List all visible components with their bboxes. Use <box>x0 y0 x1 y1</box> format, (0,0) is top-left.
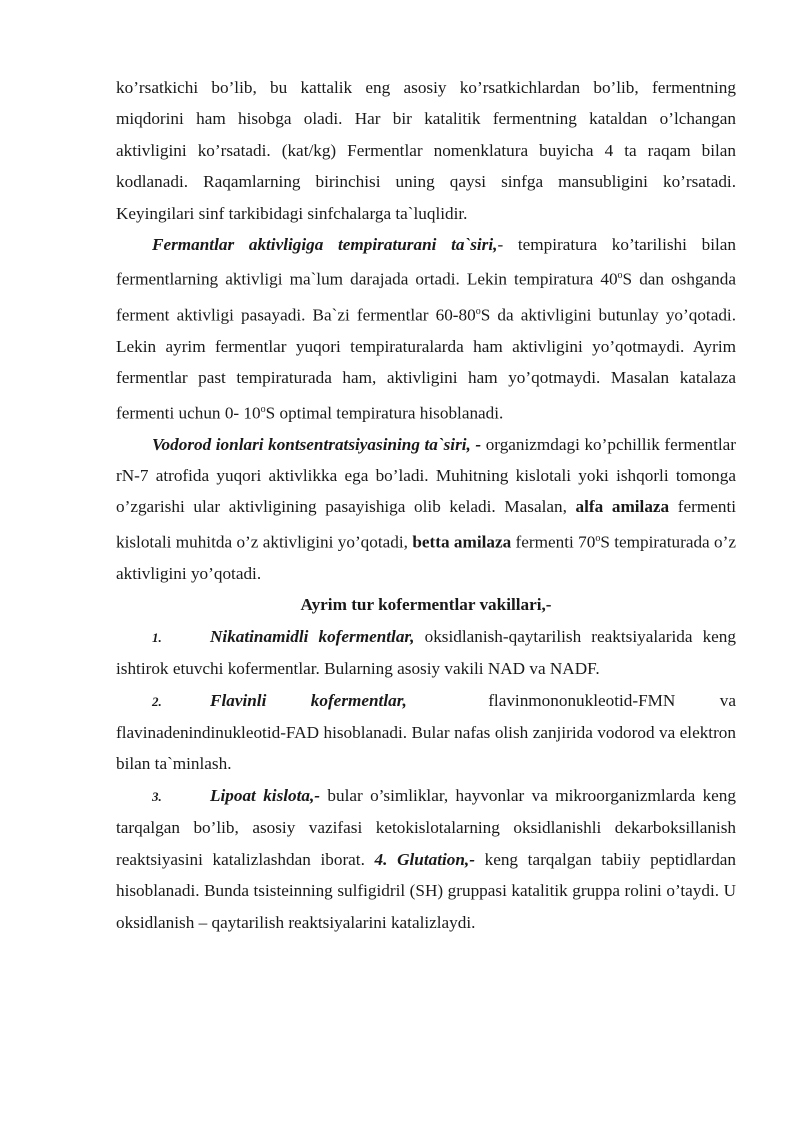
list-item-title: Nikatinamidli kofermentlar <box>210 626 411 646</box>
list-item-title: Lipoat kislota,- <box>210 785 321 805</box>
list-item: 3. Lipoat kislota,- bular o’simliklar, hayvonlar va mikroorganizmlarda keng tarqalgan bo’lib, asosiy vazifasi ketokislotalarning oksidlanishli dekarboksillanish reaktsiyasini katalizlashdan iborat. 4. Glutation,- keng tarqalgan tabiiy peptidlardan hisoblanadi. Bunda tsisteinning sulfigidril (SH) gruppasi katalitik gruppa rolini o’taydi. U oksidlanish – qaytarilish reaktsiyalarini katalizlaydi. <box>116 780 736 938</box>
list-item-title-4: 4. Glutation,- <box>374 849 475 869</box>
list-item-title: Flavinli kofermentlar <box>210 690 403 710</box>
hydrogen-heading: Vodorod ionlari kontsentratsiyasining ta`siri, - <box>152 434 482 454</box>
temperature-heading: Fermantlar aktivligiga tempiraturani ta`siri <box>152 235 494 255</box>
betta-amilaza-term: betta amilaza <box>412 532 512 552</box>
list-number: 1. <box>152 629 162 645</box>
list-item: 2. Flavinli kofermentlar, flavinmononukleotid-FMN va flavinadenindinukleotid-FAD hisoblanadi. Bular nafas olish zanjirida vodorod va elektron bilan ta`minlash. <box>116 685 736 780</box>
paragraph-hydrogen-ions: Vodorod ionlari kontsentratsiyasining ta`siri, - organizmdagi ko’pchillik fermentlar rN-7 atrofida yuqori aktivlikka ega bo’ladi. Muhitning kislotali yoki ishqorli tomonga o’zgarishi ular aktivligining pasayishiga olib keladi. Masalan, alfa amilaza fermenti kislotali muhitda o’z aktivligini yo’qotadi, betta amilaza fermenti 70$^o$S tempiraturada o’z aktivligini yo’qotadi. <box>116 434 737 584</box>
paragraph-temperature-effect: Fermantlar aktivligiga tempiraturani ta`siri,- tempiratura ko’tarilishi bilan fermentlarning aktivligi ma`lum darajada ortadi. Lekin tempiratura 40$^o$S dan oshganda ferment aktivligi pasayadi. Ba`zi fermentlar 60-80$^o$S da aktivligini butunlay yo’qotadi. Lekin ayrim fermentlar yuqori tempiraturalarda ham aktivligini yo’qotmaydi. Ayrim fermentlar past tempiraturada ham, aktivligini ham yo’qotmaydi. Masalan katalaza fermenti uchun 0- 10$^o$S optimal tempiratura hisoblanadi. <box>116 235 737 423</box>
list-number: 3. <box>152 788 162 804</box>
alfa-amilaza-term: alfa amilaza <box>575 497 670 517</box>
section-heading: Ayrim tur kofermentlar vakillari,- <box>300 595 552 615</box>
list-item: 1. Nikatinamidli kofermentlar, oksidlanish-qaytarilish reaktsiyalarida keng ishtirok etuvchi kofermentlar. Bularning asosiy vakili NAD va NADF. <box>116 621 736 685</box>
list-number: 2. <box>152 693 162 709</box>
paragraph-activity-units: ko’rsatkichi bo’lib, bu kattalik eng asosiy ko’rsatkichlardan bo’lib, fermentning miqdorini ham hisobga oladi. Har bir katalitik fermentning kataldan o’lchangan aktivligini ko’rsatadi. (kat/kg) Fermentlar nomenklatura buyicha 4 ta raqam bilan kodlanadi. Raqamlarning birinchisi uning qaysi sinfga mansubligini ko’rsatadi. Keyingilari sinf tarkibidagi sinfchalarga ta`luqlidir. <box>116 78 736 223</box>
